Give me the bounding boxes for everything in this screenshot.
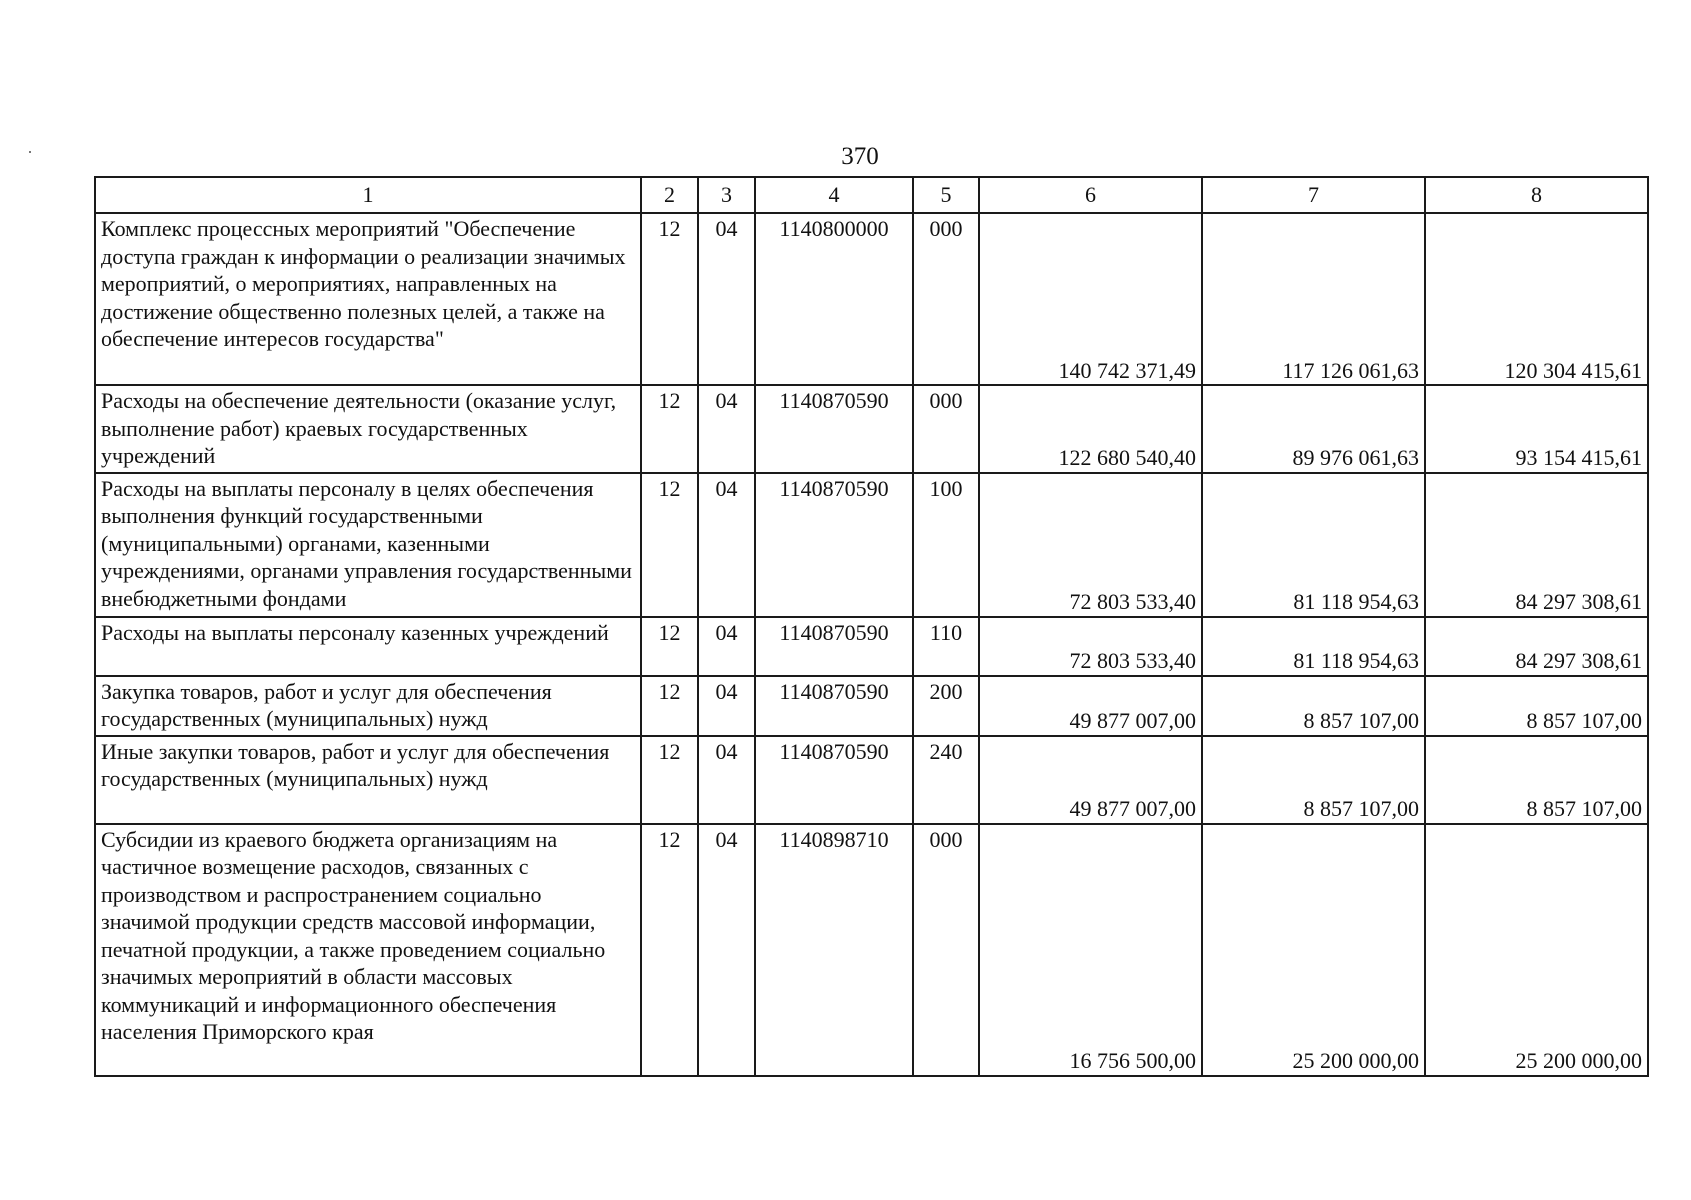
section-code: 12 [641,824,698,1076]
header-cell: 3 [698,177,755,213]
amount-col6: 49 877 007,00 [979,676,1202,736]
target-item-code: 1140870590 [755,385,913,473]
table-row [95,736,1648,824]
amount-col8: 120 304 415,61 [1425,213,1648,385]
header-cell: 7 [1202,177,1425,213]
expense-type-code: 000 [913,213,979,385]
amount-col8: 93 154 415,61 [1425,385,1648,473]
row-name: Иные закупки товаров, работ и услуг для обеспечения государственных (муниципальных) нужд [95,736,641,824]
amount-col8: 8 857 107,00 [1425,676,1648,736]
page-number: 370 [841,143,879,170]
amount-col7: 8 857 107,00 [1202,736,1425,824]
amount-col7: 89 976 061,63 [1202,385,1425,473]
row-name: Комплекс процессных мероприятий "Обеспечение доступа граждан к информации о реализации значимых мероприятий, о мероприятиях, направленных на достижение общественно полезных целей, а также на обеспечение интересов государства" [95,213,641,385]
row-name: Расходы на выплаты персоналу казенных учреждений [95,617,641,676]
subsection-code: 04 [698,736,755,824]
target-item-code: 1140870590 [755,676,913,736]
target-item-code: 1140898710 [755,824,913,1076]
header-cell: 1 [95,177,641,213]
header-cell: 8 [1425,177,1648,213]
section-code: 12 [641,676,698,736]
row-name: Расходы на выплаты персоналу в целях обеспечения выполнения функций государственными (муниципальными) органами, казенными учреждениями, органами управления государственными внебюджетными фондами [95,473,641,617]
amount-col7: 81 118 954,63 [1202,473,1425,617]
expense-type-code: 100 [913,473,979,617]
expense-type-code: 000 [913,385,979,473]
target-item-code: 1140870590 [755,473,913,617]
target-item-code: 1140800000 [755,213,913,385]
header-row [95,177,1648,213]
section-code: 12 [641,473,698,617]
subsection-code: 04 [698,385,755,473]
target-item-code: 1140870590 [755,617,913,676]
amount-col6: 49 877 007,00 [979,736,1202,824]
row-name: Расходы на обеспечение деятельности (оказание услуг, выполнение работ) краевых государственных учреждений [95,385,641,473]
amount-col7: 117 126 061,63 [1202,213,1425,385]
table-row [95,617,1648,676]
header-cell: 4 [755,177,913,213]
amount-col6: 122 680 540,40 [979,385,1202,473]
subsection-code: 04 [698,617,755,676]
amount-col8: 84 297 308,61 [1425,473,1648,617]
amount-col6: 72 803 533,40 [979,617,1202,676]
amount-col8: 84 297 308,61 [1425,617,1648,676]
amount-col6: 16 756 500,00 [979,824,1202,1076]
amount-col7: 25 200 000,00 [1202,824,1425,1076]
header-cell: 2 [641,177,698,213]
row-name: Закупка товаров, работ и услуг для обеспечения государственных (муниципальных) нужд [95,676,641,736]
table-row [95,824,1648,1076]
expense-type-code: 200 [913,676,979,736]
subsection-code: 04 [698,213,755,385]
budget-table [94,176,1649,1077]
subsection-code: 04 [698,824,755,1076]
header-cell: 6 [979,177,1202,213]
section-code: 12 [641,213,698,385]
amount-col7: 81 118 954,63 [1202,617,1425,676]
subsection-code: 04 [698,473,755,617]
amount-col6: 72 803 533,40 [979,473,1202,617]
section-code: 12 [641,385,698,473]
table-row [95,473,1648,617]
expense-type-code: 000 [913,824,979,1076]
section-code: 12 [641,736,698,824]
expense-type-code: 240 [913,736,979,824]
amount-col6: 140 742 371,49 [979,213,1202,385]
table-row [95,676,1648,736]
amount-col8: 8 857 107,00 [1425,736,1648,824]
target-item-code: 1140870590 [755,736,913,824]
row-name: Субсидии из краевого бюджета организациям на частичное возмещение расходов, связанных с производством и распространением социально значимой продукции средств массовой информации, печатной продукции, а также проведением социально значимых мероприятий в области массовых коммуникаций и информационного обеспечения населения Приморского края [95,824,641,1076]
table-row [95,385,1648,473]
header-cell: 5 [913,177,979,213]
section-code: 12 [641,617,698,676]
expense-type-code: 110 [913,617,979,676]
amount-col7: 8 857 107,00 [1202,676,1425,736]
table-row [95,213,1648,385]
amount-col8: 25 200 000,00 [1425,824,1648,1076]
subsection-code: 04 [698,676,755,736]
